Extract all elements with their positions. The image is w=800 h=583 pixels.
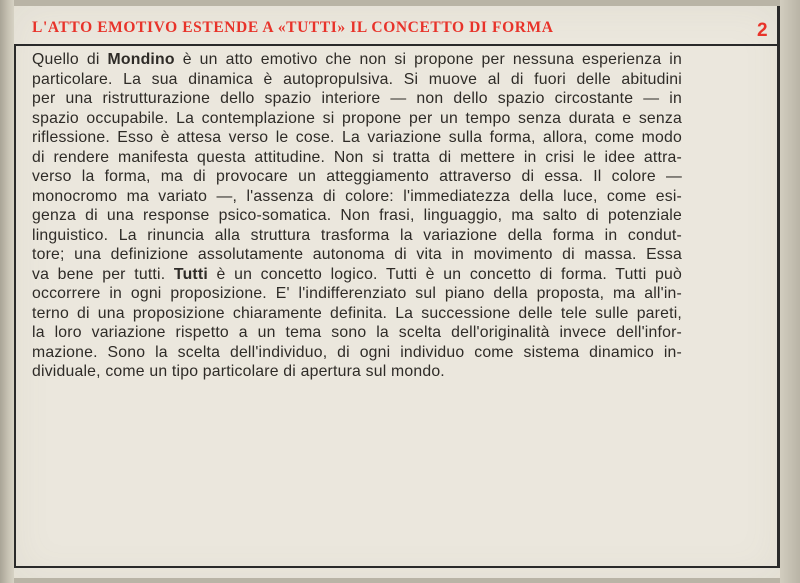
text-run: riflessione. Esso è attesa verso le cose. La variazione sulla forma, allora, come modo — [32, 129, 682, 146]
text-line — [32, 226, 682, 246]
text-line — [32, 187, 682, 207]
text-line — [32, 167, 682, 187]
text-line — [32, 362, 682, 382]
text-run: è un concetto logico. Tutti è un concetto di forma. Tutti può — [207, 265, 682, 283]
text-line — [32, 89, 682, 109]
text-line — [32, 148, 682, 168]
frame-left-rule — [14, 44, 16, 568]
text-run: monocromo ma variato —, l'assenza di colore: l'immediatezza della luce, come esi- — [32, 187, 682, 205]
text-line — [32, 128, 682, 148]
text-run: di rendere manifesta questa attitudine. Non si tratta di mettere in crisi le idee attra- — [32, 148, 682, 166]
text-line — [32, 265, 682, 285]
text-run: mazione. Sono la scelta dell'individuo, di ogni individuo come sistema dinamico in- — [32, 343, 682, 361]
text-run: spazio occupabile. La contemplazione si propone per un tempo senza durata e senza — [32, 109, 682, 127]
page-left-edge — [0, 0, 14, 583]
text-run: particolare. La sua dinamica è autopropulsiva. Si muove al di fuori delle abitudini — [32, 70, 682, 88]
text-run: per una ristrutturazione dello spazio interiore — non dello spazio circostante — in — [32, 90, 682, 107]
text-line — [32, 245, 682, 265]
text-line — [32, 304, 682, 324]
page-title: L'ATTO EMOTIVO ESTENDE A «TUTTI» IL CONCETTO DI FORMA — [32, 19, 554, 36]
frame-right-rule — [777, 6, 780, 568]
text-run: Quello di — [32, 51, 108, 68]
text-run: genza di una response psico-somatica. Non frasi, linguaggio, ma salto di potenziale — [32, 207, 682, 224]
text-run: linguistico. La rinuncia alla struttura trasforma la variazione della forma in condut- — [32, 226, 682, 244]
printed-card — [14, 6, 780, 578]
text-run: dividuale, come un tipo particolare di apertura sul mondo. — [32, 363, 445, 380]
text-run: è un atto emotivo che non si propone per nessuna esperienza in — [174, 51, 682, 68]
body-text — [32, 50, 682, 382]
text-run: verso la forma, ma di provocare un atteggiamento attraverso di essa. Il colore — — [32, 168, 682, 185]
text-run: va bene per tutti. — [32, 265, 174, 283]
text-line — [32, 50, 682, 70]
text-line — [32, 206, 682, 226]
page-number: 2 — [757, 20, 768, 41]
text-run: la loro variazione rispetto a un tema sono la scelta dell'originalità invece dell'infor- — [32, 324, 682, 341]
text-line — [32, 284, 682, 304]
emphasis-text: Mondino — [107, 51, 175, 68]
page-right-edge — [780, 0, 800, 583]
text-run: occorrere in ogni proposizione. E' l'indifferenziato sul piano della proposta, ma all'in- — [32, 285, 682, 302]
text-line — [32, 70, 682, 90]
text-line — [32, 109, 682, 129]
frame-top-rule — [14, 44, 780, 46]
text-line — [32, 323, 682, 343]
text-line — [32, 343, 682, 363]
text-run: terno di una proposizione chiaramente definita. La successione delle tele sulle pareti, — [32, 304, 682, 322]
text-run: tore; una definizione assolutamente autonoma di vita in movimento di massa. Essa — [32, 246, 682, 263]
frame-bottom-rule — [14, 566, 780, 568]
emphasis-text: Tutti — [173, 265, 208, 283]
